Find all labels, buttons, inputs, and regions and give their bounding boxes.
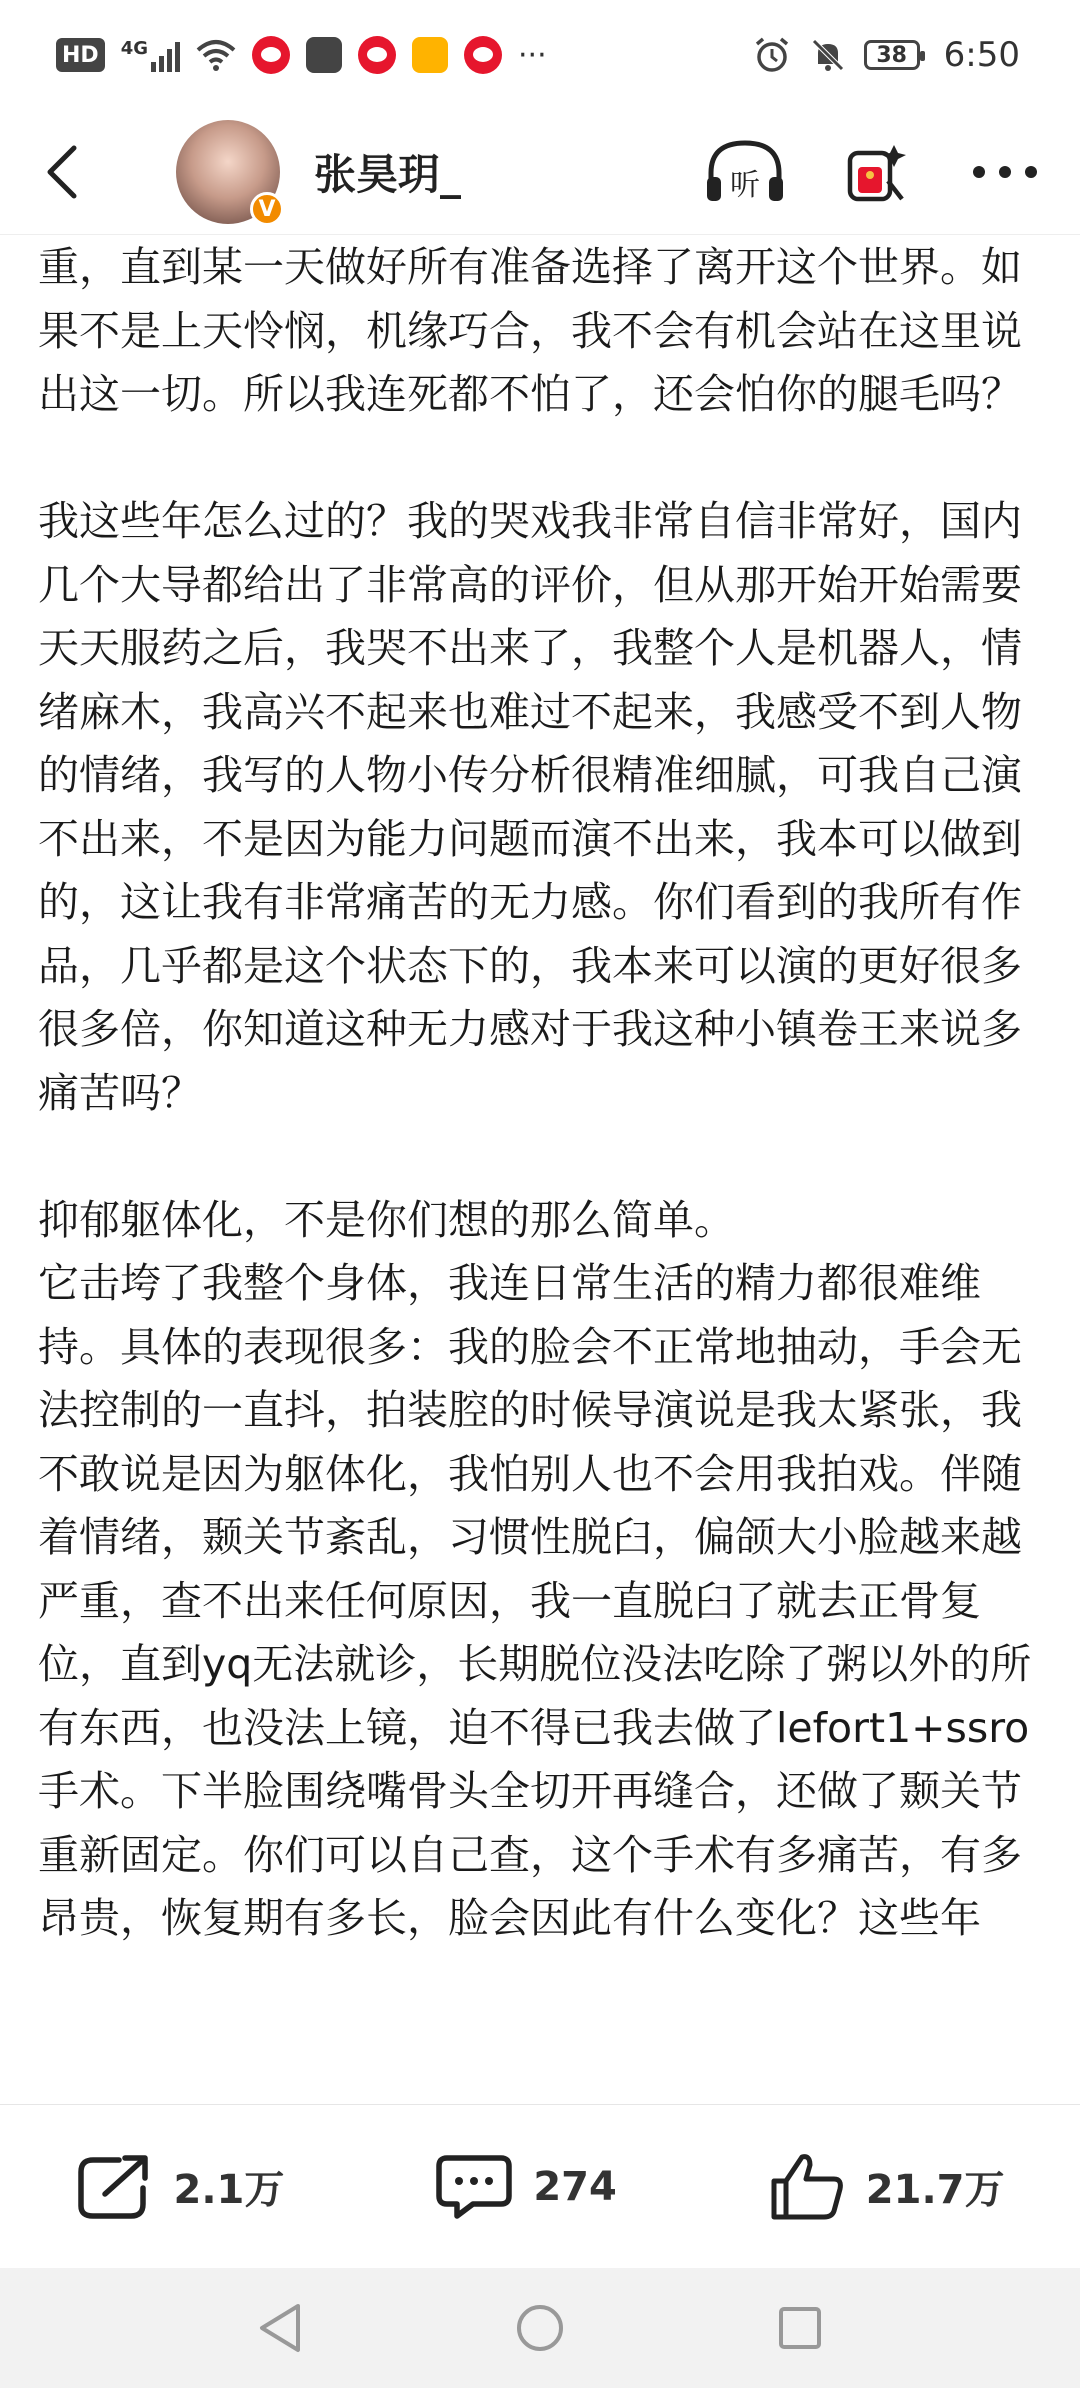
weibo-notification-icon [464, 36, 502, 74]
more-notifications: ··· [518, 37, 547, 73]
battery-icon [864, 40, 920, 70]
nav-back-button[interactable] [250, 2298, 310, 2358]
post-paragraph: 重，直到某一天做好所有准备选择了离开这个世界。如果不是上天怜悯，机缘巧合，我不会有机会站在这里说出这一切。所以我连死都不怕了，还会怕你的腿毛吗？ [38, 243, 1022, 418]
nav-recents-button[interactable] [770, 2298, 830, 2358]
action-bar [0, 2104, 1080, 2268]
signal-icon [121, 38, 180, 72]
app-notification-icon [306, 37, 342, 73]
like-button[interactable] [768, 2151, 1005, 2223]
weibo-notification-icon [358, 36, 396, 74]
listen-label: 听 [730, 168, 760, 203]
post-body [38, 236, 1038, 2104]
username[interactable]: 张昊玥_ [314, 150, 462, 199]
nav-home-button[interactable] [510, 2298, 570, 2358]
nav-home-icon [514, 2302, 566, 2354]
post-header [0, 110, 1080, 235]
alarm-icon [752, 35, 792, 75]
red-packet-button[interactable] [830, 127, 920, 217]
more-button[interactable] [960, 127, 1050, 217]
system-nav-bar [0, 2268, 1080, 2388]
taobao-notification-icon [412, 37, 448, 73]
post-paragraph: 我这些年怎么过的？我的哭戏我非常自信非常好，国内几个大导都给出了非常高的评价，但从那开始开始需要天天服药之后，我哭不出来了，我整个人是机器人，情绪麻木，我高兴不起来也难过不起来，我感受不到人物的情绪，我写的人物小传分析很精准细腻，可我自己演不出来，不是因为能力问题而演不出来，我本可以做到的，这让我有非常痛苦的无力感。你们看到的我所有作品，几乎都是这个状态下的，我本来可以演的更好很多很多倍，你知道这种无力感对于我这种小镇卷王来说多痛苦吗？ [38, 497, 1022, 1117]
verified-badge-icon: V [250, 192, 284, 226]
share-count: 2.1万 [173, 2167, 285, 2213]
comment-count: 274 [533, 2163, 617, 2210]
hd-badge: HD [56, 38, 105, 72]
like-count: 21.7万 [865, 2167, 1005, 2213]
status-right [752, 35, 1020, 75]
headphone-listen-icon [703, 137, 787, 207]
like-icon [768, 2151, 846, 2223]
more-icon [972, 165, 1038, 179]
listen-button[interactable] [700, 127, 790, 217]
share-icon [75, 2152, 153, 2222]
mute-bell-icon [808, 35, 848, 75]
comment-button[interactable] [435, 2152, 617, 2222]
status-left [56, 35, 547, 75]
back-button[interactable] [36, 142, 86, 202]
nav-recents-icon [777, 2305, 823, 2351]
post-paragraph: 它击垮了我整个身体，我连日常生活的精力都很难维持。具体的表现很多：我的脸会不正常地抽动，手会无法控制的一直抖，拍装腔的时候导演说是我太紧张，我不敢说是因为躯体化，我怕别人也不会用我拍戏。伴随着情绪，颞关节紊乱，习惯性脱臼，偏颌大小脸越来越严重，查不出来任何原因，我一直脱臼了就去正骨复位，直到yq无法就诊，长期脱位没法吃除了粥以外的所有东西，也没法上镜，迫不得已我去做了lefort1+ssro手术。下半脸围绕嘴骨头全切开再缝合，还做了颞关节重新固定。你们可以自己查，这个手术有多痛苦，有多昂贵，恢复期有多长，脸会因此有什么变化？这些年 [38, 1259, 1032, 1942]
back-arrow-icon [44, 144, 78, 200]
avatar[interactable] [176, 120, 280, 224]
share-button[interactable] [75, 2152, 284, 2222]
nav-back-icon [256, 2302, 304, 2354]
red-packet-icon [840, 137, 910, 207]
post-paragraph: 抑郁躯体化，不是你们想的那么简单。 [38, 1195, 735, 1244]
weibo-notification-icon [252, 36, 290, 74]
battery-level: 38 [876, 42, 907, 68]
comment-icon [435, 2152, 513, 2222]
clock: 6:50 [943, 35, 1020, 75]
wifi-icon [196, 35, 236, 75]
signal-label: 4G [120, 38, 148, 59]
status-bar [0, 0, 1080, 110]
